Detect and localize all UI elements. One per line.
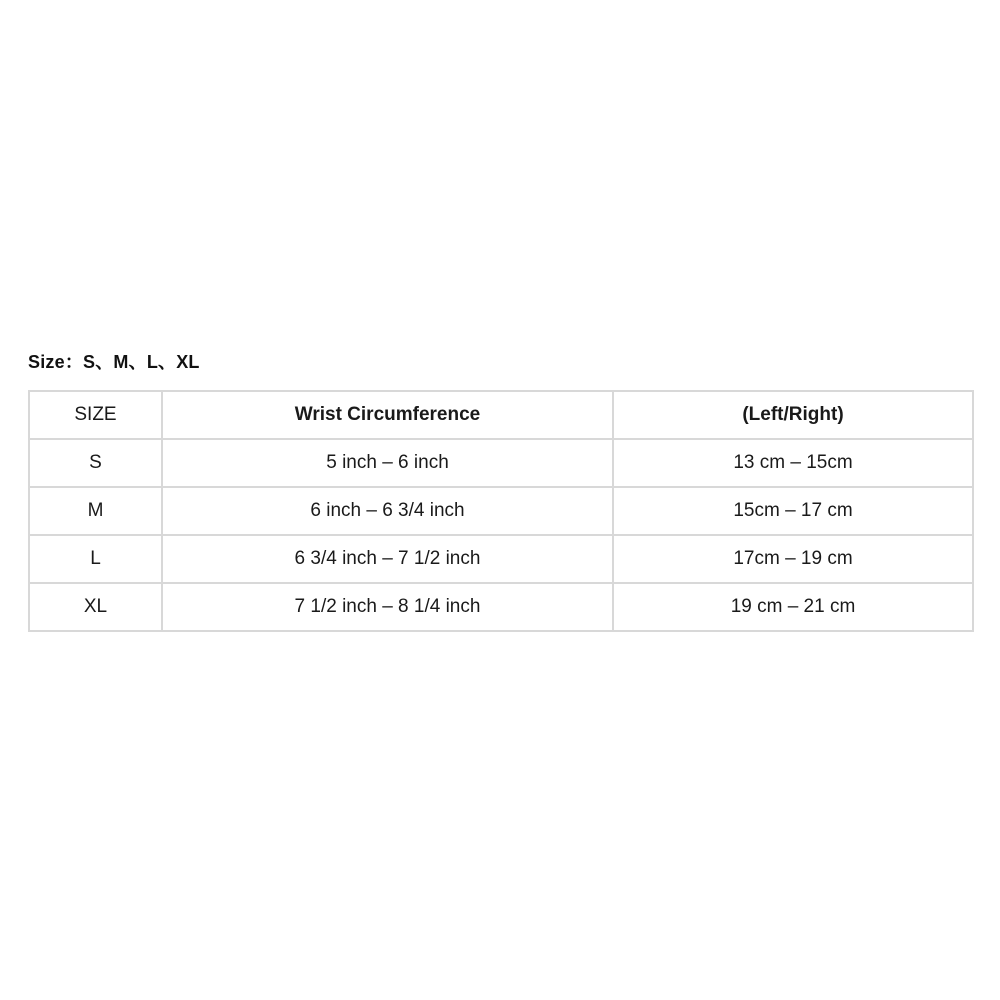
size-chart-table: [28, 390, 974, 632]
size-options-caption: Size：S、M、L、XL: [28, 352, 200, 372]
cell-cm-range: 15cm – 17 cm: [613, 487, 973, 535]
cell-cm-range: 13 cm – 15cm: [613, 439, 973, 487]
header-size: SIZE: [29, 391, 162, 439]
cell-cm-range: 19 cm – 21 cm: [613, 583, 973, 631]
table-header-row: [29, 391, 973, 439]
table-row: [29, 439, 973, 487]
header-wrist-circumference: Wrist Circumference: [162, 391, 613, 439]
table-row: [29, 583, 973, 631]
cell-inch-range: 7 1/2 inch – 8 1/4 inch: [162, 583, 613, 631]
cell-size: M: [29, 487, 162, 535]
cell-size: L: [29, 535, 162, 583]
cell-cm-range: 17cm – 19 cm: [613, 535, 973, 583]
table-row: [29, 535, 973, 583]
cell-inch-range: 6 3/4 inch – 7 1/2 inch: [162, 535, 613, 583]
cell-size: S: [29, 439, 162, 487]
table-row: [29, 487, 973, 535]
cell-size: XL: [29, 583, 162, 631]
cell-inch-range: 5 inch – 6 inch: [162, 439, 613, 487]
header-left-right: (Left/Right): [613, 391, 973, 439]
cell-inch-range: 6 inch – 6 3/4 inch: [162, 487, 613, 535]
